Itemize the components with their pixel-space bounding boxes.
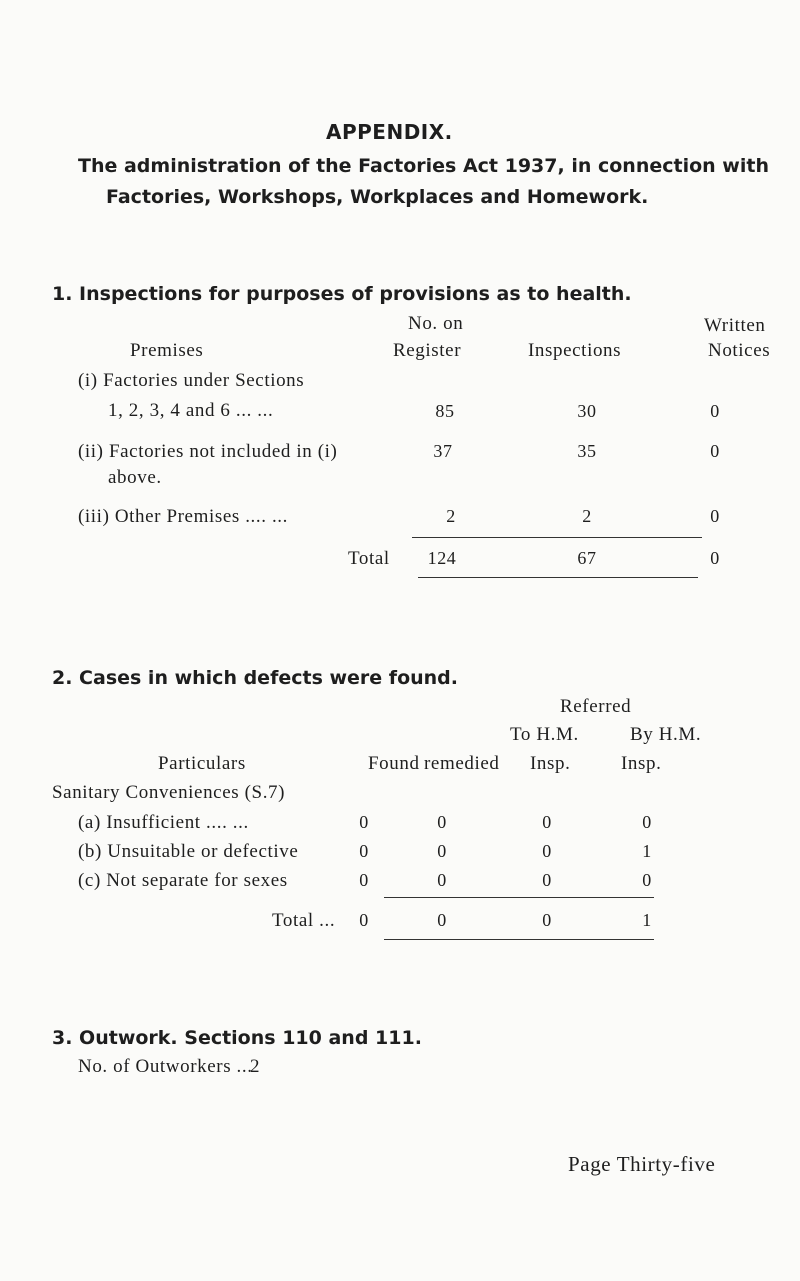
row-3-inspections: 2: [582, 506, 592, 526]
col-insp-2: Insp.: [621, 753, 662, 774]
defect-row-b-label: (b) Unsuitable or defective: [78, 841, 299, 862]
defects-total-found: 0: [359, 910, 369, 930]
col-remedied: remedied: [424, 753, 500, 774]
defects-total-to-hm: 0: [542, 910, 552, 930]
defect-row-c-by-hm: 0: [642, 870, 652, 890]
subtitle-line-1: The administration of the Factories Act 1937, in connection with: [78, 155, 769, 177]
group-sanitary-conveniences: Sanitary Conveniences (S.7): [52, 782, 286, 803]
col-notices-bottom: Notices: [708, 340, 771, 361]
defect-row-c-found: 0: [359, 870, 369, 890]
defect-row-b-remedied: 0: [437, 841, 447, 861]
col-register-bottom: Register: [393, 340, 462, 361]
col-found: Found: [368, 753, 420, 774]
row-1-label-line-1: (i) Factories under Sections: [78, 370, 305, 391]
subtitle-line-2: Factories, Workshops, Workplaces and Homework.: [106, 186, 649, 208]
defects-total-by-hm: 1: [642, 910, 652, 930]
defect-row-a-by-hm: 0: [642, 812, 652, 832]
defects-total-rule-top: [384, 897, 654, 898]
col-insp-1: Insp.: [530, 753, 571, 774]
defect-row-c-remedied: 0: [437, 870, 447, 890]
row-1-register: 85: [435, 401, 455, 421]
defects-total-remedied: 0: [437, 910, 447, 930]
outworkers-value: 2: [250, 1056, 261, 1077]
row-2-label-line-2: above.: [108, 467, 162, 488]
total-notices: 0: [710, 548, 720, 568]
row-1-label-line-2: 1, 2, 3, 4 and 6 ... ...: [108, 400, 274, 421]
row-3-register: 2: [446, 506, 456, 526]
defect-row-a-remedied: 0: [437, 812, 447, 832]
col-register-top: No. on: [408, 313, 464, 334]
page-number: Page Thirty-five: [568, 1152, 716, 1176]
defect-row-c-label: (c) Not separate for sexes: [78, 870, 288, 891]
row-2-register: 37: [433, 441, 453, 461]
defect-row-a-to-hm: 0: [542, 812, 552, 832]
col-inspections: Inspections: [528, 340, 622, 361]
row-2-notices: 0: [710, 441, 720, 461]
defect-row-a-found: 0: [359, 812, 369, 832]
defect-row-b-by-hm: 1: [642, 841, 652, 861]
section-3-heading: 3. Outwork. Sections 110 and 111.: [52, 1027, 422, 1049]
col-particulars: Particulars: [158, 753, 246, 774]
outworkers-label: No. of Outworkers ...: [78, 1056, 253, 1077]
row-1-notices: 0: [710, 401, 720, 421]
row-1-inspections: 30: [577, 401, 597, 421]
col-premises: Premises: [130, 340, 204, 361]
appendix-title: APPENDIX.: [326, 120, 453, 144]
total-register: 124: [427, 548, 457, 568]
row-3-label: (iii) Other Premises .... ...: [78, 506, 289, 527]
total-inspections: 67: [577, 548, 597, 568]
col-notices-top: Written: [704, 315, 766, 336]
col-by-hm: By H.M.: [630, 724, 702, 745]
total-label: Total: [348, 548, 390, 569]
total-rule-bottom: [418, 577, 698, 578]
defect-row-a-label: (a) Insufficient .... ...: [78, 812, 249, 833]
row-2-label-line-1: (ii) Factories not included in (i): [78, 441, 338, 462]
total-rule-top: [412, 537, 702, 538]
defects-total-label: Total ...: [272, 910, 336, 931]
col-referred: Referred: [560, 696, 632, 717]
section-1-heading: 1. Inspections for purposes of provisions as to health.: [52, 283, 632, 305]
row-2-inspections: 35: [577, 441, 597, 461]
row-3-notices: 0: [710, 506, 720, 526]
defect-row-b-found: 0: [359, 841, 369, 861]
defects-total-rule-bottom: [384, 939, 654, 940]
col-to-hm: To H.M.: [510, 724, 579, 745]
section-2-heading: 2. Cases in which defects were found.: [52, 667, 458, 689]
defect-row-c-to-hm: 0: [542, 870, 552, 890]
defect-row-b-to-hm: 0: [542, 841, 552, 861]
